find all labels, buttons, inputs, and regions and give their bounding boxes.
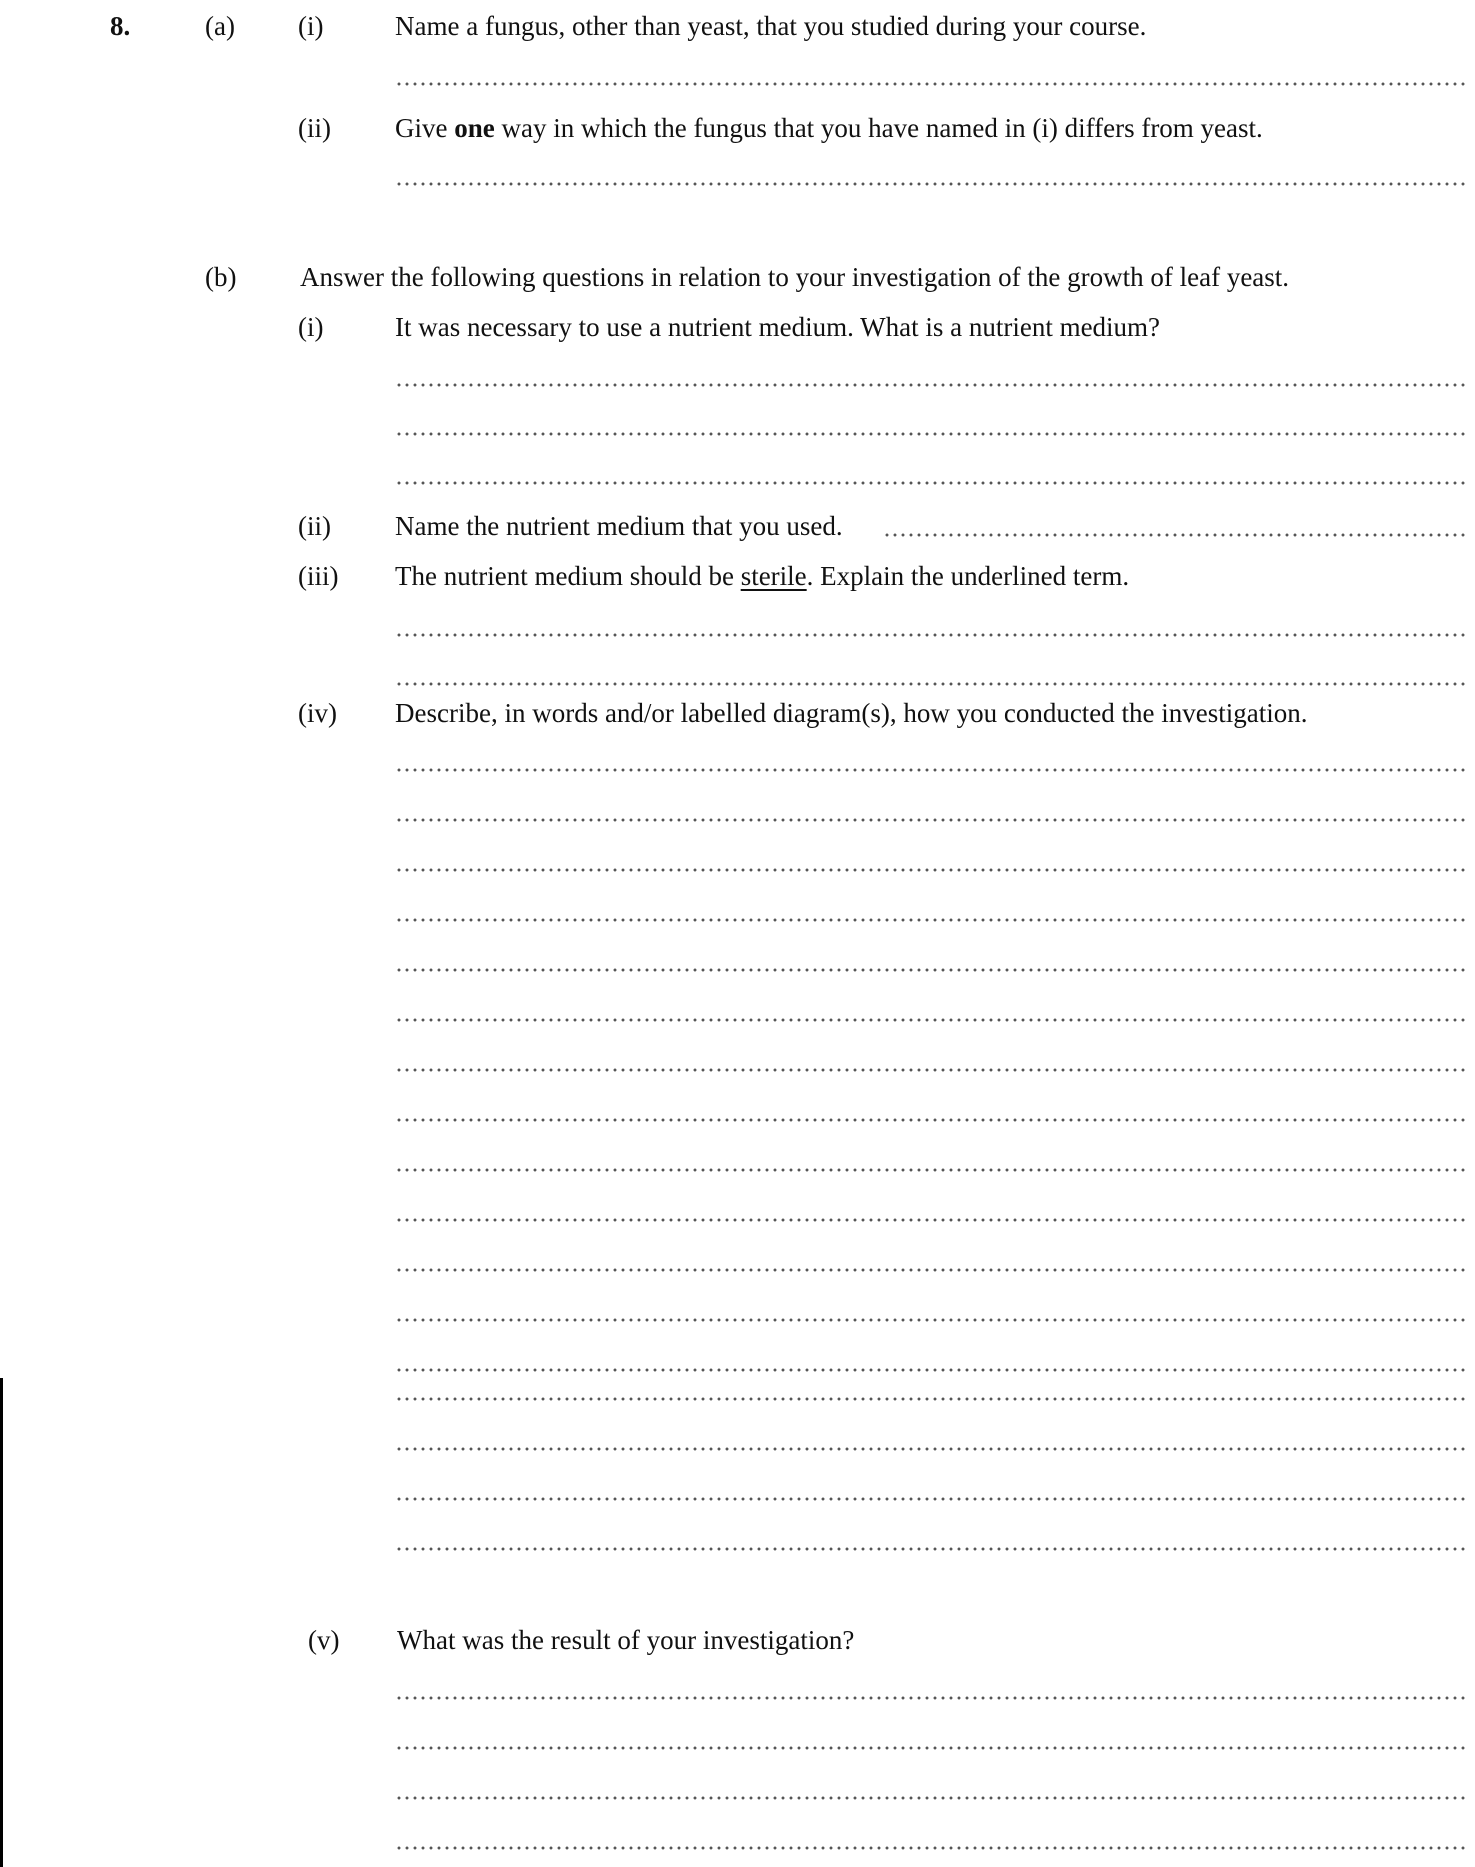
answer-line-a-ii[interactable] — [395, 182, 1465, 186]
answer-line-b-iv-3[interactable] — [395, 868, 1465, 872]
part-a-i-text: Name a fungus, other than yeast, that you studied during your course. — [395, 11, 1147, 41]
answer-line-b-iii-1[interactable] — [395, 633, 1465, 637]
part-b-v-label: (v) — [308, 1625, 340, 1655]
part-a-i-label: (i) — [298, 11, 324, 41]
answer-line-b-v-3[interactable] — [395, 1796, 1465, 1800]
part-a-ii-text-before: Give — [395, 113, 455, 143]
answer-line-b-iii-2[interactable] — [395, 682, 1465, 686]
answer-line-b-i-2[interactable] — [395, 432, 1465, 436]
answer-line-b-v-4[interactable] — [395, 1846, 1465, 1850]
answer-line-b-iv-8[interactable] — [395, 1118, 1465, 1122]
answer-line-a-i[interactable] — [395, 82, 1465, 86]
margin-rule — [0, 1378, 3, 1867]
part-b-iii-text-before: The nutrient medium should be — [395, 561, 741, 591]
part-b-iii-text-after: . Explain the underlined term. — [806, 561, 1130, 591]
part-b-iv-label: (iv) — [298, 698, 337, 728]
answer-line-b-i-3[interactable] — [395, 481, 1465, 485]
answer-line-b-iv-7[interactable] — [395, 1068, 1465, 1072]
part-b-iv-text: Describe, in words and/or labelled diagram(s), how you conducted the investigation. — [395, 698, 1308, 728]
part-a-label: (a) — [205, 11, 235, 41]
part-a-ii-label: (ii) — [298, 113, 331, 143]
answer-line-b-ii[interactable] — [883, 533, 1465, 537]
answer-line-b-v-1[interactable] — [395, 1696, 1465, 1700]
part-b-v-text: What was the result of your investigation? — [397, 1625, 855, 1655]
answer-line-b-iv-11[interactable] — [395, 1268, 1465, 1272]
part-b-iii-text — [395, 560, 1129, 592]
part-b-iii-label: (iii) — [298, 561, 339, 591]
part-a-ii-text-after: way in which the fungus that you have named in (i) differs from yeast. — [494, 113, 1263, 143]
part-a-ii-text-bold: one — [454, 113, 495, 143]
answer-line-b-iv-12[interactable] — [395, 1318, 1465, 1322]
part-b-i-text: It was necessary to use a nutrient medium. What is a nutrient medium? — [395, 312, 1161, 342]
answer-line-b-i-1[interactable] — [395, 383, 1465, 387]
answer-line-b-iv-14[interactable] — [395, 1397, 1465, 1401]
answer-line-b-iv-6[interactable] — [395, 1018, 1465, 1022]
question-number: 8. — [110, 11, 131, 41]
answer-line-b-iv-15[interactable] — [395, 1447, 1465, 1451]
part-a-ii-text — [395, 112, 1263, 144]
answer-line-b-iv-13[interactable] — [395, 1368, 1465, 1372]
answer-line-b-iv-10[interactable] — [395, 1218, 1465, 1222]
answer-line-b-iv-17[interactable] — [395, 1547, 1465, 1551]
answer-line-b-iv-2[interactable] — [395, 818, 1465, 822]
part-b-ii-label: (ii) — [298, 511, 331, 541]
answer-line-b-iv-4[interactable] — [395, 918, 1465, 922]
answer-line-b-iv-16[interactable] — [395, 1497, 1465, 1501]
part-b-intro: Answer the following questions in relation to your investigation of the growth of leaf yeast. — [300, 262, 1290, 292]
part-b-i-label: (i) — [298, 312, 324, 342]
part-b-iii-text-underlined: sterile — [740, 561, 807, 591]
part-b-ii-text: Name the nutrient medium that you used. — [395, 511, 843, 541]
answer-line-b-iv-9[interactable] — [395, 1168, 1465, 1172]
part-b-label: (b) — [205, 262, 237, 292]
answer-line-b-iv-5[interactable] — [395, 968, 1465, 972]
answer-line-b-v-2[interactable] — [395, 1746, 1465, 1750]
answer-line-b-iv-1[interactable] — [395, 768, 1465, 772]
